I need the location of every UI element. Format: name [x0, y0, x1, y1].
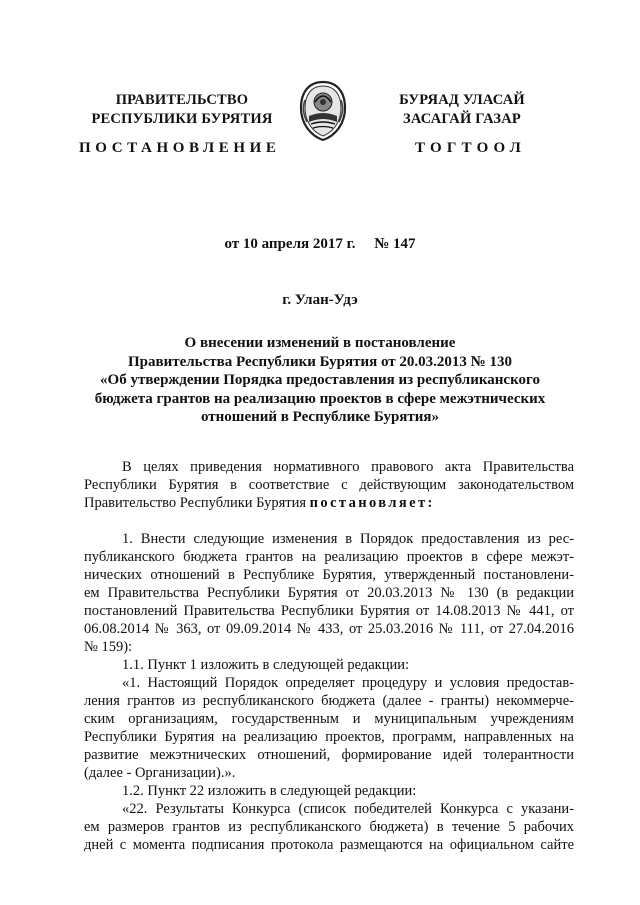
doc-type-russian: ПОСТАНОВЛЕНИЕ — [79, 140, 281, 156]
body-line: № 159): — [84, 639, 133, 655]
doc-type-buryat: ТОГТООЛ — [415, 140, 526, 156]
body-text: Правительство Республики Бурятия — [84, 495, 310, 511]
body-line: В целях приведения нормативного правового акта Правительства — [122, 459, 574, 475]
title-line: Правительства Республики Бурятия от 20.03.2013 № 130 — [127, 353, 512, 370]
body-line: постановлений Правительства Республики Бурятия от 14.08.2013 № 441, от — [84, 603, 574, 619]
body-line: ем Правительства Республики Бурятия от 20.03.2013 № 130 (в редакции — [84, 585, 574, 601]
title-line: бюджета грантов на реализацию проектов в сфере межэтнических — [94, 390, 546, 407]
bureaucratic-emblem-icon — [297, 80, 349, 142]
document-title — [60, 334, 580, 427]
body-line: (далее - Организации).». — [84, 765, 236, 781]
body-line — [84, 494, 574, 512]
title-line: отношений в Республике Бурятия» — [200, 409, 440, 425]
city: г. Улан-Удэ — [282, 292, 358, 308]
issuer-russian-line2: РЕСПУБЛИКИ БУРЯТИЯ — [91, 111, 273, 127]
document-body — [84, 458, 574, 854]
issuer-buryat-line1: БУРЯАД УЛАСАЙ — [399, 92, 525, 108]
body-line: Республики Бурятия в соответствие с действующим законодательством — [84, 477, 574, 493]
title-line: «Об утверждении Порядка предоставления из республиканского — [100, 372, 540, 388]
title-line: О внесении изменений в постановление — [184, 335, 456, 351]
body-line: 1. Внести следующие изменения в Порядок предоставления из рес- — [122, 531, 574, 547]
body-line: развитие межэтнических отношений, формирование идей толерантности — [84, 747, 574, 763]
issuer-buryat-line2: ЗАСАГАЙ ГАЗАР — [403, 111, 521, 127]
body-line: 1.2. Пункт 22 изложить в следующей редакции: — [122, 783, 417, 799]
decree-keyword: постановляет — [309, 495, 428, 511]
body-line: ления грантов из республиканского бюджета (далее - гранты) некоммерче- — [84, 693, 574, 709]
body-line: «1. Настоящий Порядок определяет процедуру и условия предостав- — [122, 675, 574, 691]
issuer-buryat — [364, 91, 560, 129]
body-line: 1.1. Пункт 1 изложить в следующей редакции: — [122, 657, 410, 673]
body-line: публиканского бюджета грантов на реализацию проектов в сфере межэт- — [84, 549, 574, 565]
body-line: ским организациям, государственным и муниципальным учреждениям — [84, 711, 574, 727]
body-line: нических отношений в Республике Бурятия, утвержденный постановлени- — [84, 567, 574, 583]
body-line: Республики Бурятия на реализацию проектов, программ, направленных на — [84, 729, 574, 745]
issuer-russian-line1: ПРАВИТЕЛЬСТВО — [115, 92, 249, 108]
body-line: «22. Результаты Конкурса (список победителей Конкурса с указани- — [122, 801, 574, 817]
issuer-russian — [82, 91, 282, 129]
date-and-number: от 10 апреля 2017 г. № 147 — [224, 236, 416, 252]
body-line: ем размеров грантов из республиканского бюджета) в течение 5 рабочих — [84, 819, 574, 835]
body-text: : — [427, 495, 435, 511]
body-line: 06.08.2014 № 363, от 09.09.2014 № 433, от 25.03.2016 № 111, от 27.04.2016 — [84, 621, 574, 637]
body-line: дней с момента подписания протокола размещаются на официальном сайте — [84, 837, 574, 853]
